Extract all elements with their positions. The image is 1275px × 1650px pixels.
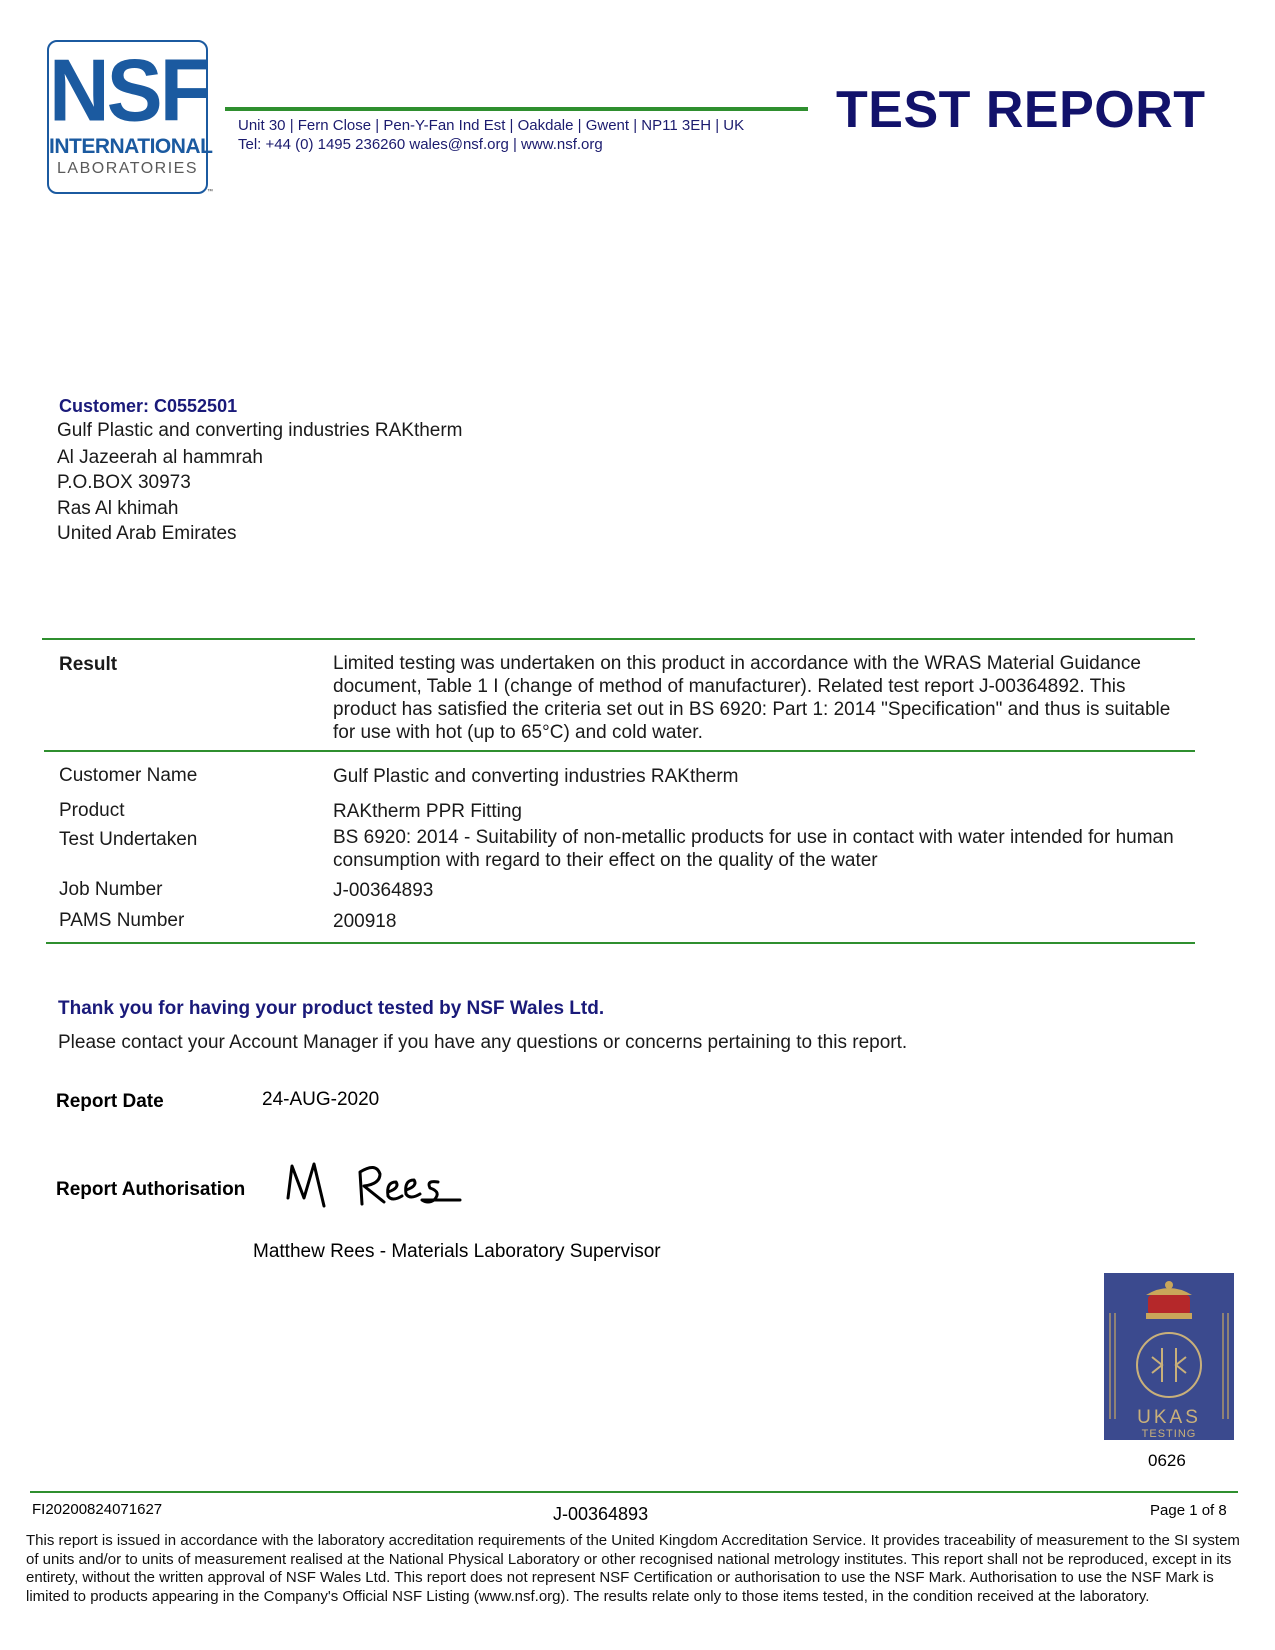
report-title: TEST REPORT bbox=[836, 81, 1206, 139]
signature-image bbox=[284, 1158, 464, 1218]
logo-international-text: INTERNATIONAL bbox=[49, 135, 213, 158]
report-date-label: Report Date bbox=[56, 1091, 164, 1112]
ukas-text: UKAS bbox=[1137, 1407, 1201, 1428]
footer-disclaimer: This report is issued in accordance with the laboratory accreditation requirements of the United Kingdom Accreditation Service. It provides traceability of measurement to the SI system of units and/or to units of measurement realised at the National Physical Laboratory or other recognised national metrology institutes. This report shall not be reproduced, except in its entirety, without the written approval of NSF Wales Ltd. This report does not represent NSF Certification or authorisation to use the NSF Mark. Authorisation to use the NSF Mark is limited to products appearing in the Company's Official NSF Listing (www.nsf.org). The results relate only to those items tested, in the condition received at the laboratory. bbox=[26, 1532, 1240, 1605]
signatory-name: Matthew Rees - Materials Laboratory Supervisor bbox=[253, 1241, 661, 1262]
pams-number-label: PAMS Number bbox=[59, 910, 185, 931]
footer-job-number: J-00364893 bbox=[553, 1504, 649, 1524]
report-date-value: 24-AUG-2020 bbox=[262, 1089, 380, 1110]
pams-number-value: 200918 bbox=[333, 911, 397, 932]
result-label: Result bbox=[59, 654, 118, 675]
customer-address-line: Gulf Plastic and converting industries RAKtherm bbox=[57, 420, 463, 441]
job-number-label: Job Number bbox=[59, 879, 163, 900]
trademark-mark: ™ bbox=[207, 189, 213, 195]
logo-nsf-text: NSF bbox=[49, 40, 208, 140]
result-text: Limited testing was undertaken on this product in accordance with the WRAS Material Guidance document, Table 1 I (change of method of manufacturer). Related test report J-00364892. This product has satisfied the criteria set out in BS 6920: Part 1: 2014 "Specification" and thus is suitable for use with hot (up to 65°C) and cold water. bbox=[333, 653, 1171, 743]
customer-name-value: Gulf Plastic and converting industries RAKtherm bbox=[333, 766, 739, 787]
customer-address-line: Al Jazeerah al hammrah bbox=[57, 447, 263, 468]
job-number-value: J-00364893 bbox=[333, 880, 434, 901]
footer-divider bbox=[30, 1491, 1238, 1493]
logo-laboratories-text: LABORATORIES bbox=[57, 160, 198, 177]
customer-address-line: P.O.BOX 30973 bbox=[57, 472, 191, 493]
table-top-rule bbox=[42, 638, 1195, 640]
table-bottom-rule bbox=[46, 942, 1195, 944]
footer-page-number: Page 1 of 8 bbox=[1150, 1502, 1227, 1519]
ukas-lab-number: 0626 bbox=[1148, 1451, 1186, 1470]
ukas-crest-icon bbox=[1104, 1273, 1234, 1440]
customer-address-line: United Arab Emirates bbox=[57, 523, 237, 544]
customer-address-line: Ras Al khimah bbox=[57, 498, 179, 519]
ukas-testing-text: TESTING bbox=[1141, 1428, 1197, 1440]
footer-reference: FI20200824071627 bbox=[32, 1501, 163, 1518]
contact-message: Please contact your Account Manager if you have any questions or concerns pertaining to this report. bbox=[58, 1032, 908, 1053]
ukas-accreditation-mark bbox=[1104, 1273, 1234, 1440]
result-divider bbox=[44, 750, 1195, 752]
product-value: RAKtherm PPR Fitting bbox=[333, 801, 522, 822]
customer-name-label: Customer Name bbox=[59, 765, 198, 786]
test-undertaken-label: Test Undertaken bbox=[59, 829, 198, 850]
report-authorisation-label: Report Authorisation bbox=[56, 1179, 246, 1200]
customer-heading: Customer: C0552501 bbox=[59, 396, 238, 416]
test-undertaken-value: BS 6920: 2014 - Suitability of non-metallic products for use in contact with water intended for human consumption with regard to their effect on the quality of the water bbox=[333, 827, 1174, 871]
product-label: Product bbox=[59, 800, 125, 821]
lab-address: Unit 30 | Fern Close | Pen-Y-Fan Ind Est | Oakdale | Gwent | NP11 3EH | UK bbox=[238, 117, 745, 134]
thank-you-message: Thank you for having your product tested by NSF Wales Ltd. bbox=[58, 998, 605, 1019]
header-divider bbox=[225, 107, 808, 111]
lab-contact: Tel: +44 (0) 1495 236260 wales@nsf.org | www.nsf.org bbox=[238, 136, 603, 153]
